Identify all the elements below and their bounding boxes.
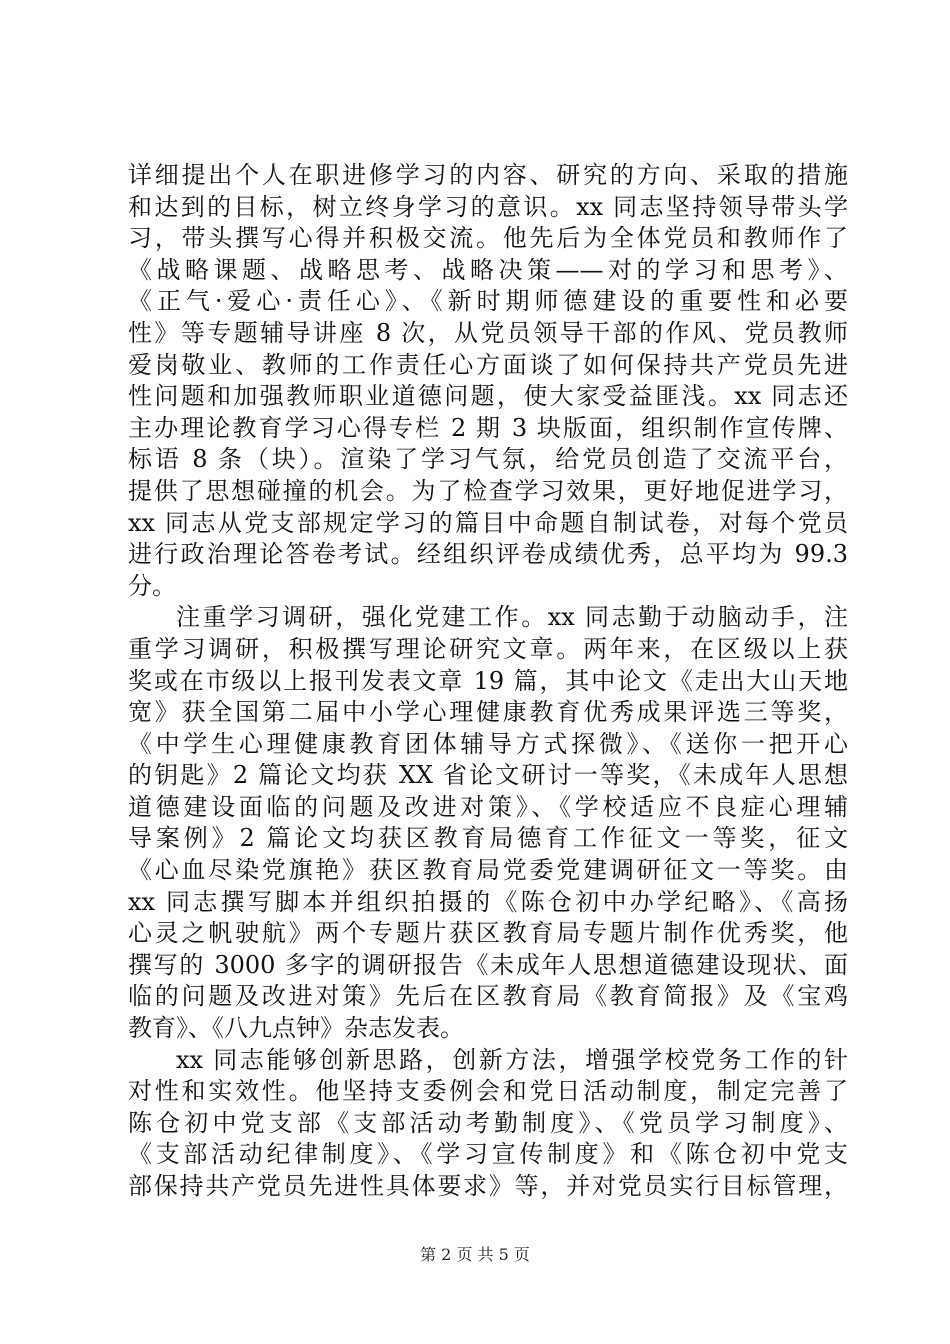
body-text: [128, 160, 848, 1203]
text-line: 性问题和加强教师职业道德问题，使大家受益匪浅。xx 同志还: [128, 382, 848, 411]
text-line: 的钥匙》2 篇论文均获 XX 省论文研讨一等奖，《未成年人思想: [128, 761, 848, 790]
text-line: xx 同志撰写脚本并组织拍摄的《陈仓初中办学纪略》、《高扬: [128, 887, 848, 916]
text-line: 性》等专题辅导讲座 8 次，从党员领导干部的作风、党员教师: [128, 318, 848, 347]
text-line: 道德建设面临的问题及改进对策》、《学校适应不良症心理辅: [128, 792, 848, 821]
text-line: 爱岗敬业、教师的工作责任心方面谈了如何保持共产党员先进: [128, 350, 848, 379]
text-line: 《支部活动纪律制度》、《学习宣传制度》和《陈仓初中党支: [128, 1140, 848, 1169]
text-line: 导案例》2 篇论文均获区教育局德育工作征文一等奖，征文: [128, 824, 848, 853]
text-line: 详细提出个人在职进修学习的内容、研究的方向、采取的措施: [128, 161, 848, 189]
text-line: 《心血尽染党旗艳》获区教育局党委党建调研征文一等奖。由: [128, 856, 848, 885]
text-line: 进行政治理论答卷考试。经组织评卷成绩优秀，总平均为 99.3: [128, 540, 848, 569]
text-line: 提供了思想碰撞的机会。为了检查学习效果，更好地促进学习，: [128, 476, 848, 505]
text-line: 临的问题及改进对策》先后在区教育局《教育简报》及《宝鸡: [128, 982, 848, 1011]
text-line: 心灵之帆驶航》两个专题片获区教育局专题片制作优秀奖，他: [128, 919, 848, 948]
text-line: 《战略课题、战略思考、战略决策——对的学习和思考》、: [128, 255, 848, 284]
text-line: 陈仓初中党支部《支部活动考勤制度》、《党员学习制度》、: [128, 1108, 848, 1137]
text-line: 教育》、《八九点钟》杂志发表。: [128, 1014, 464, 1043]
text-line: 《正气·爱心·责任心》、《新时期师德建设的重要性和必要: [128, 287, 848, 316]
text-line: 注重学习调研，强化党建工作。xx 同志勤于动脑动手，注: [176, 603, 848, 632]
text-line: 重学习调研，积极撰写理论研究文章。两年来，在区级以上获: [128, 634, 848, 663]
text-line: 分。: [128, 571, 176, 600]
text-line: 习，带头撰写心得并积极交流。他先后为全体党员和教师作了: [128, 224, 848, 253]
text-line: 《中学生心理健康教育团体辅导方式探微》、《送你一把开心: [128, 729, 848, 758]
text-line: 对性和实效性。他坚持支委例会和党日活动制度，制定完善了: [128, 1077, 848, 1106]
page-number-footer: 第 2 页 共 5 页: [420, 1245, 530, 1264]
text-line: 部保持共产党员先进性具体要求》等，并对党员实行目标管理，: [128, 1172, 848, 1200]
text-line: xx 同志能够创新思路，创新方法，增强学校党务工作的针: [176, 1045, 848, 1074]
text-line: 和达到的目标，树立终身学习的意识。xx 同志坚持领导带头学: [128, 192, 848, 221]
text-line: 标语 8 条（块）。渲染了学习气氛，给党员创造了交流平台，: [128, 445, 848, 474]
text-line: xx 同志从党支部规定学习的篇目中命题自制试卷，对每个党员: [128, 508, 848, 537]
text-line: 主办理论教育学习心得专栏 2 期 3 块版面，组织制作宣传牌、: [128, 413, 848, 442]
text-line: 宽》获全国第二届中小学心理健康教育优秀成果评选三等奖，: [128, 698, 848, 727]
text-line: 撰写的 3000 多字的调研报告《未成年人思想道德建设现状、面: [128, 950, 848, 979]
text-line: 奖或在市级以上报刊发表文章 19 篇，其中论文《走出大山天地: [128, 666, 848, 695]
